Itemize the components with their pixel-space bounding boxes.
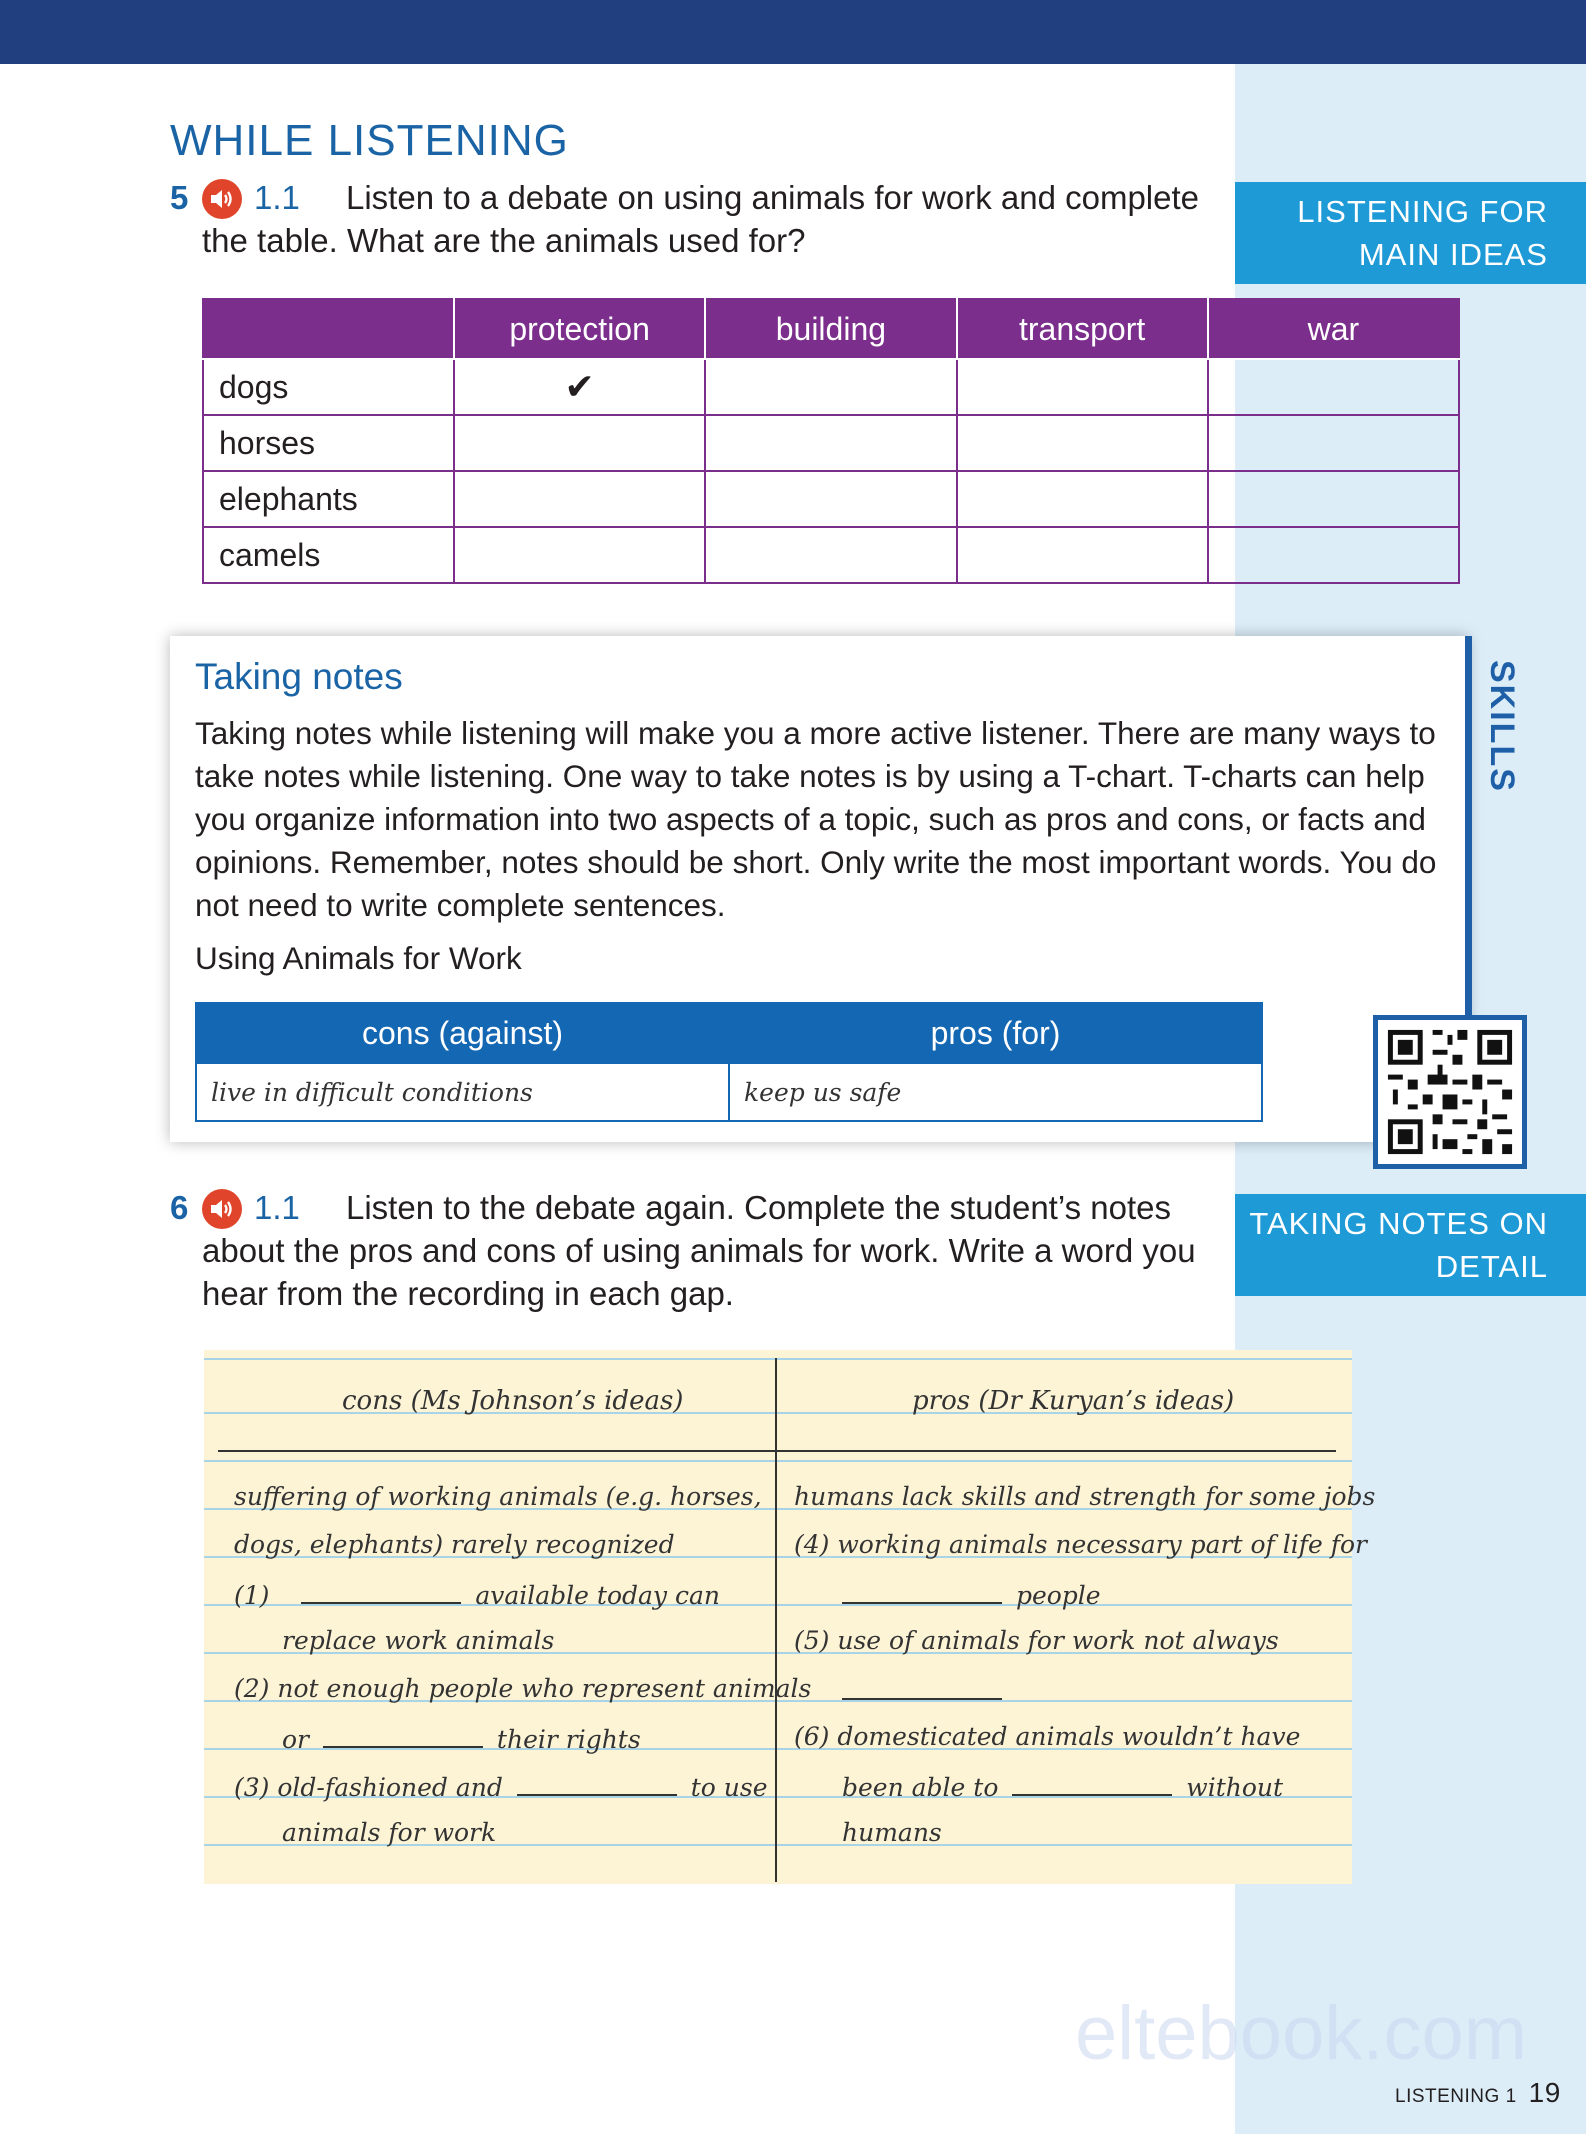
notes-divider: [775, 1358, 777, 1882]
top-bar: [0, 0, 1586, 64]
table-cell[interactable]: [1208, 359, 1459, 415]
table-cell[interactable]: [705, 527, 956, 583]
note-line: (6) domesticated animals wouldn’t have: [794, 1722, 1301, 1751]
exercise-6: [170, 1186, 1200, 1315]
table-row: [203, 471, 1459, 527]
t-chart-title: Using Animals for Work: [195, 940, 522, 976]
t-chart-cons-example: live in difficult conditions: [196, 1063, 729, 1121]
skills-side-label: SKILLS: [1483, 660, 1521, 793]
student-notes: [204, 1350, 1376, 1884]
note-line: (5) use of animals for work not always: [794, 1626, 1279, 1655]
qr-code[interactable]: [1373, 1015, 1527, 1169]
table-header-empty: [203, 299, 454, 359]
note-text: people: [1015, 1581, 1101, 1610]
audio-icon[interactable]: [202, 1189, 242, 1229]
table-cell[interactable]: [1208, 415, 1459, 471]
table-row: [203, 359, 1459, 415]
table-header: war: [1208, 299, 1459, 359]
note-line: animals for work: [282, 1818, 497, 1847]
audio-track-number: 1.1: [254, 1189, 300, 1226]
table-cell[interactable]: [957, 359, 1208, 415]
note-line: [842, 1770, 1283, 1802]
audio-track-number: 1.1: [254, 179, 300, 216]
note-line: humans: [842, 1818, 942, 1847]
note-text: their rights: [496, 1725, 641, 1754]
notes-cons-head: cons (Ms Johnson’s ideas): [342, 1386, 684, 1416]
table-cell[interactable]: [705, 359, 956, 415]
exercise-number: 5: [170, 179, 189, 216]
audio-icon[interactable]: [202, 179, 242, 219]
page-number: 19: [1528, 2077, 1561, 2108]
row-label: camels: [203, 527, 454, 583]
skills-body: Taking notes while listening will make you a more active listener. There are many ways to take notes while listening. One way to take notes is by using a T-chart. T-charts can help you organize information into two aspects of a topic, such as pros and cons, or facts and opinions. Remember, notes should be short. Only write the most important words. You do not need to write complete sentences.: [195, 715, 1437, 923]
t-chart-header-cons: cons (against): [196, 1003, 729, 1063]
note-line: [842, 1674, 1008, 1706]
notes-pros-head: pros (Dr Kuryan’s ideas): [912, 1386, 1235, 1416]
exercise-instruction: Listen to a debate on using animals for work and complete the table. What are the animals used for?: [202, 179, 1200, 259]
gap-blank-1[interactable]: [301, 1578, 461, 1604]
table-cell[interactable]: [957, 527, 1208, 583]
note-text: been able to: [842, 1773, 999, 1802]
table-row: [203, 415, 1459, 471]
note-text: to use: [690, 1773, 768, 1802]
table-header: protection: [454, 299, 705, 359]
table-cell[interactable]: [454, 415, 705, 471]
t-chart: [195, 1002, 1263, 1122]
gap-blank-6[interactable]: [1012, 1770, 1172, 1796]
gap-blank-5[interactable]: [842, 1674, 1002, 1700]
exercise-number: 6: [170, 1189, 189, 1226]
table-header: transport: [957, 299, 1208, 359]
table-cell[interactable]: [957, 471, 1208, 527]
animals-table: [202, 298, 1460, 584]
table-header: building: [705, 299, 956, 359]
exercise-instruction: Listen to the debate again. Complete the student’s notes about the pros and cons of using animals for work. Write a word you hear from the recording in each gap.: [202, 1189, 1196, 1312]
gap-blank-2[interactable]: [323, 1722, 483, 1748]
notes-header-rule: [218, 1450, 1336, 1452]
note-line: (4) working animals necessary part of life for: [794, 1530, 1367, 1559]
table-header-row: [203, 299, 1459, 359]
table-cell[interactable]: [454, 471, 705, 527]
note-line: [282, 1722, 641, 1754]
skills-rail: [1465, 636, 1472, 1016]
note-line: (2) not enough people who represent animals: [234, 1674, 812, 1703]
gap-blank-4[interactable]: [842, 1578, 1002, 1604]
table-cell[interactable]: [1208, 527, 1459, 583]
t-chart-pros-example: keep us safe: [729, 1063, 1262, 1121]
table-cell[interactable]: [957, 415, 1208, 471]
skill-tag-main-ideas: LISTENING FOR MAIN IDEAS: [1235, 182, 1586, 284]
note-line: replace work animals: [282, 1626, 555, 1655]
exercise-5: [170, 176, 1200, 262]
gap-blank-3[interactable]: [517, 1770, 677, 1796]
note-text: without: [1186, 1773, 1284, 1802]
note-text: (3) old-fashioned and: [234, 1773, 503, 1802]
note-line: [234, 1770, 768, 1802]
section-heading: WHILE LISTENING: [170, 116, 569, 165]
table-cell[interactable]: [1208, 471, 1459, 527]
watermark: eltebook.com: [1075, 1991, 1528, 2076]
note-line: suffering of working animals (e.g. horses,: [234, 1482, 762, 1511]
skill-tag-detail: TAKING NOTES ON DETAIL: [1235, 1194, 1586, 1296]
table-cell[interactable]: [705, 471, 956, 527]
skills-box: [170, 636, 1468, 1142]
row-label: horses: [203, 415, 454, 471]
note-line: humans lack skills and strength for some jobs: [794, 1482, 1376, 1511]
gap-number: (1): [234, 1581, 270, 1610]
table-cell[interactable]: [705, 415, 956, 471]
skills-title: Taking notes: [195, 656, 403, 697]
row-label: dogs: [203, 359, 454, 415]
footer-section: LISTENING 1: [1395, 2086, 1517, 2107]
check-mark[interactable]: ✔: [454, 359, 705, 415]
note-line: dogs, elephants) rarely recognized: [234, 1530, 675, 1559]
note-line: [842, 1578, 1101, 1610]
note-text: or: [282, 1725, 310, 1754]
note-text: available today can: [475, 1581, 720, 1610]
table-row: [203, 527, 1459, 583]
note-line: [234, 1578, 720, 1610]
t-chart-header-pros: pros (for): [729, 1003, 1262, 1063]
table-cell[interactable]: [454, 527, 705, 583]
page-footer: [1395, 2077, 1561, 2109]
row-label: elephants: [203, 471, 454, 527]
